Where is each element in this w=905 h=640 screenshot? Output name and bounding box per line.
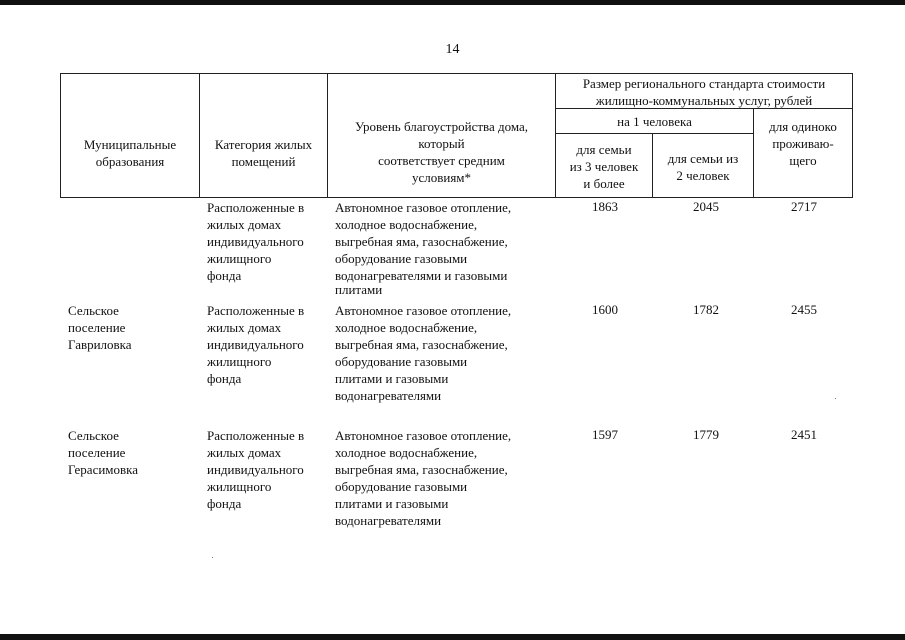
- header-category: Категория жилых помещений: [214, 137, 313, 169]
- row-level: Автономное газовое отопление, холодное водоснабжение, выгребная яма, газоснабжение, оборудование газовыми плитами и газовыми водонагревателями: [335, 303, 512, 403]
- header-bottom-line: [60, 197, 853, 198]
- row-category: Расположенные в жилых домах индивидуального жилищного фонда: [207, 428, 305, 511]
- top-border: [0, 0, 905, 5]
- row-single-value: 2455: [791, 302, 817, 317]
- row-category: Расположенные в жилых домах индивидуального жилищного фонда: [207, 200, 305, 283]
- header-family3: для семьи из 3 человек и более: [569, 142, 639, 191]
- header-col-line: [852, 73, 853, 198]
- header-single: для одиноко проживаю- щего: [769, 119, 837, 168]
- row-category: Расположенные в жилых домах индивидуального жилищного фонда: [207, 303, 305, 386]
- row-family2-value: 2045: [693, 199, 719, 214]
- row-level: Автономное газовое отопление, холодное водоснабжение, выгребная яма, газоснабжение, оборудование газовыми плитами и газовыми водонагревателями: [335, 428, 512, 528]
- page-number: 14: [445, 42, 460, 57]
- row-family3-value: 1600: [592, 302, 618, 317]
- header-top-line: [60, 73, 853, 74]
- scan-speck: [835, 398, 836, 399]
- header-per-person: на 1 человека: [617, 114, 692, 129]
- row-family3-value: 1863: [592, 199, 618, 214]
- header-family2: для семьи из 2 человек: [667, 151, 739, 183]
- header-level: Уровень благоустройства дома, который соответствует средним условиям*: [354, 119, 529, 185]
- row-family2-value: 1782: [693, 302, 719, 317]
- header-sub-line: [555, 133, 753, 134]
- row-single-value: 2451: [791, 427, 817, 442]
- scan-speck: [212, 557, 213, 558]
- row-level: Автономное газовое отопление, холодное водоснабжение, выгребная яма, газоснабжение, оборудование газовыми водонагревателями и газовыми плитами: [335, 200, 512, 297]
- row-municipality: Сельское поселение Герасимовка: [68, 428, 139, 477]
- header-standard: Размер регионального стандарта стоимости жилищно-коммунальных услуг, рублей: [582, 76, 826, 108]
- row-municipality: Сельское поселение Гавриловка: [68, 303, 132, 352]
- row-family3-value: 1597: [592, 427, 618, 442]
- bottom-border: [0, 634, 905, 640]
- header-municipal: Муниципальные образования: [83, 137, 177, 169]
- row-family2-value: 1779: [693, 427, 719, 442]
- row-single-value: 2717: [791, 199, 817, 214]
